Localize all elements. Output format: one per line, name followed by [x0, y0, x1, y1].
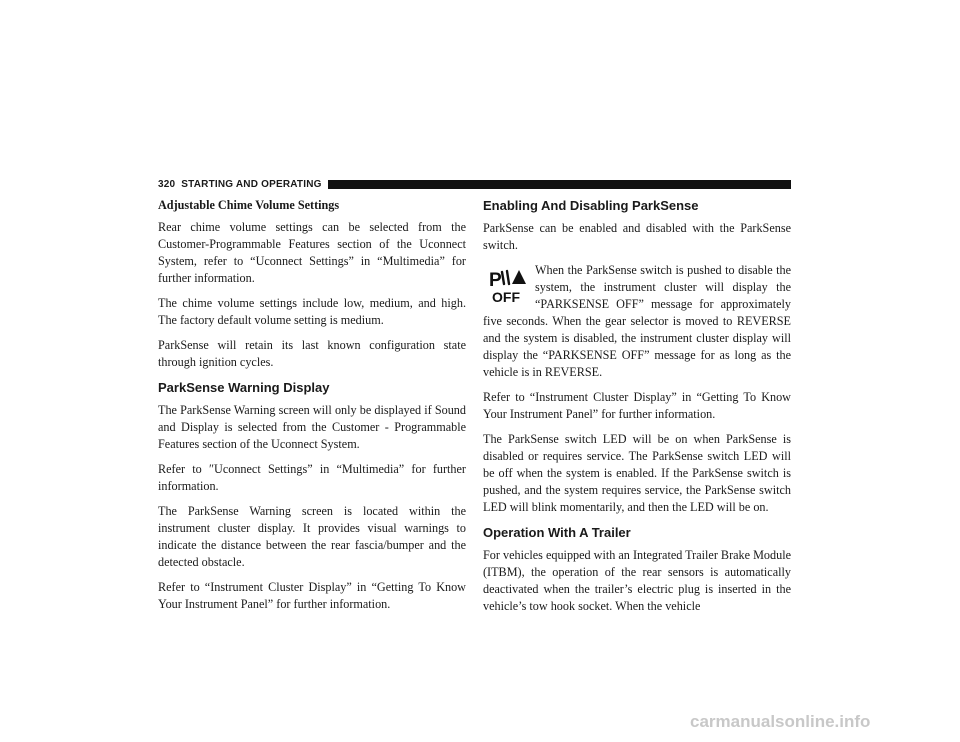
svg-text:P: P: [489, 270, 502, 291]
paragraph: Rear chime volume settings can be selected from the Customer-Programmable Features section of the Uconnect System, refer to “Uconnect Settings” in “Multimedia” for further information.: [158, 220, 466, 285]
paragraph: Refer to ″Uconnect Settings” in “Multimedia” for further information.: [158, 462, 466, 493]
paragraph: The ParkSense Warning screen will only be displayed if Sound and Display is selected from the Customer - Programmable Features section of the Uconnect System.: [158, 403, 466, 451]
parksense-off-icon: [483, 266, 531, 306]
left-column: [158, 197, 466, 621]
heading-chime-volume: Adjustable Chime Volume Settings: [158, 198, 340, 212]
icon-off-label: OFF: [492, 289, 520, 305]
paragraph: Refer to “Instrument Cluster Display” in “Getting To Know Your Instrument Panel” for further information.: [158, 580, 466, 611]
heading-enable-disable: Enabling And Disabling ParkSense: [483, 198, 699, 213]
page-header: [158, 177, 791, 191]
section-title: STARTING AND OPERATING: [181, 178, 322, 190]
paragraph: The chime volume settings include low, medium, and high. The factory default volume setting is medium.: [158, 296, 466, 327]
page-number: 320: [158, 178, 176, 190]
paragraph: For vehicles equipped with an Integrated Trailer Brake Module (ITBM), the operation of the rear sensors is automatically deactivated when the trailer’s electric plug is inserted in the vehicle’s tow hook socket. When the vehicle: [483, 548, 791, 613]
paragraph: ParkSense can be enabled and disabled with the ParkSense switch.: [483, 221, 791, 252]
heading-warning-display: ParkSense Warning Display: [158, 380, 330, 395]
paragraph-text: When the ParkSense switch is pushed to disable the system, the instrument cluster will display the “PARKSENSE OFF” message for approximately five seconds. When the gear selector is moved to REVERSE and the system is disabled, the instrument cluster display will display the “PARKSENSE OFF” message for as long as the vehicle is in REVERSE.: [483, 263, 791, 379]
paragraph: The ParkSense Warning screen is located within the instrument cluster display. It provides visual warnings to indicate the distance between the rear fascia/bumper and the detected obstacle.: [158, 504, 466, 569]
paragraph: ParkSense will retain its last known configuration state through ignition cycles.: [158, 338, 466, 369]
heading-trailer: Operation With A Trailer: [483, 525, 631, 540]
watermark: carmanualsonline.info: [690, 712, 871, 731]
paragraph: Refer to “Instrument Cluster Display” in “Getting To Know Your Instrument Panel” for further information.: [483, 390, 791, 421]
right-column: [483, 197, 791, 623]
paragraph: The ParkSense switch LED will be on when ParkSense is disabled or requires service. The ParkSense switch LED will be off when the system is enabled. If the ParkSense switch is pushed, and the system requires service, the ParkSense switch LED will blink momentarily, and then the LED will be on.: [483, 432, 791, 514]
paragraph-with-icon: [483, 262, 791, 381]
header-rule: [328, 180, 791, 189]
